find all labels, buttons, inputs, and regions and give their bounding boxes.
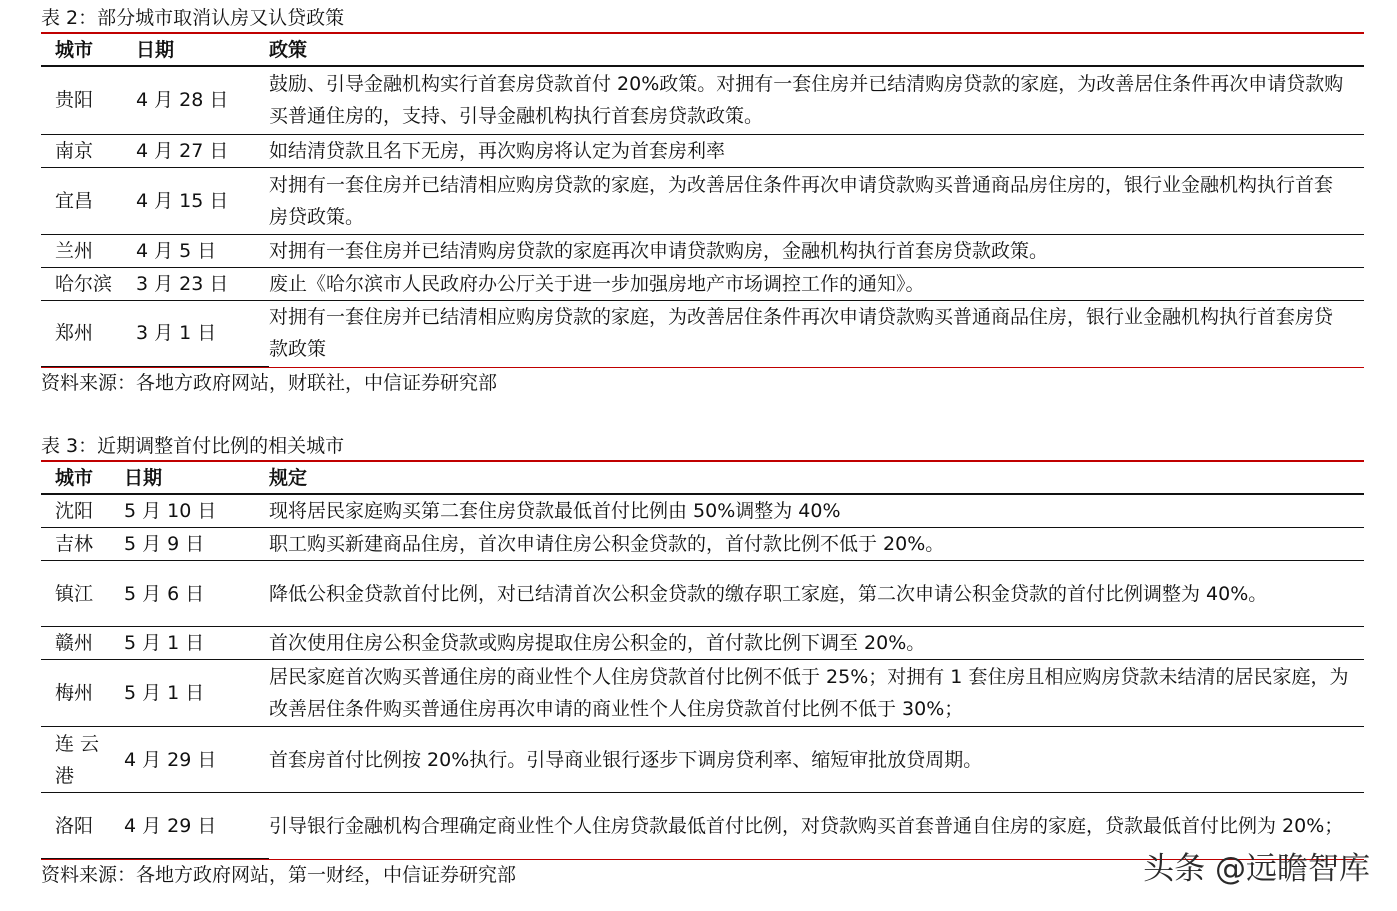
cell-city: 赣州: [41, 627, 124, 660]
table-2-block: [41, 4, 1364, 398]
cell-date: 3 月 1 日: [136, 300, 269, 366]
table-row: [41, 727, 1364, 793]
cell-rule: 降低公积金贷款首付比例，对已结清首次公积金贷款的缴存职工家庭，第二次申请公积金贷款的首付比例调整为 40%。: [269, 561, 1364, 627]
cell-city: 洛阳: [41, 793, 124, 859]
cell-date: 5 月 1 日: [124, 627, 269, 660]
table-row: [41, 627, 1364, 660]
cell-city: 沈阳: [41, 494, 124, 528]
table-3-header-row: [41, 462, 1364, 494]
cell-city: 梅州: [41, 660, 124, 727]
column-header-city: 城市: [41, 462, 124, 494]
table-row: [41, 134, 1364, 167]
cell-date: 4 月 28 日: [136, 66, 269, 134]
table-row: [41, 267, 1364, 300]
cell-policy: 对拥有一套住房并已结清相应购房贷款的家庭，为改善居住条件再次申请贷款购买普通商品住房，银行业金融机构执行首套房贷款政策: [269, 306, 1334, 361]
cell-city: 镇江: [41, 561, 124, 627]
cell-city: 宜昌: [41, 167, 136, 234]
cell-date: 4 月 5 日: [136, 234, 269, 267]
table-3-caption: 表 3：近期调整首付比例的相关城市: [41, 435, 345, 457]
table-2: [41, 34, 1364, 367]
table-row: [41, 561, 1364, 627]
table-row: [41, 234, 1364, 267]
table-row: [41, 660, 1364, 727]
cell-rule: 现将居民家庭购买第二套住房贷款最低首付比例由 50%调整为 40%: [269, 494, 1364, 528]
column-header-policy: 政策: [269, 34, 1364, 66]
cell-city: 兰州: [41, 234, 136, 267]
table-2-header-row: [41, 34, 1364, 66]
table-row: [41, 167, 1364, 234]
cell-policy: 废止《哈尔滨市人民政府办公厅关于进一步加强房地产市场调控工作的通知》。: [269, 267, 1364, 300]
cell-date: 4 月 15 日: [136, 167, 269, 234]
table-row: [41, 66, 1364, 134]
cell-date: 3 月 23 日: [136, 267, 269, 300]
cell-date: 5 月 9 日: [124, 528, 269, 561]
cell-city: 连 云 港: [41, 727, 124, 793]
cell-rule: 居民家庭首次购买普通住房的商业性个人住房贷款首付比例不低于 25%；对拥有 1 套住房且相应购房贷款未结清的居民家庭，为改善居住条件购买普通住房再次申请的商业性个人住房贷款首付比例不低于 30%；: [269, 660, 1364, 727]
table-2-caption: 表 2：部分城市取消认房又认贷政策: [41, 7, 345, 29]
column-header-rule: 规定: [269, 462, 1364, 494]
table-row: [41, 494, 1364, 528]
column-header-city: 城市: [41, 34, 136, 66]
table-3: [41, 462, 1364, 859]
table-row: [41, 528, 1364, 561]
cell-rule: 首套房首付比例按 20%执行。引导商业银行逐步下调房贷利率、缩短审批放贷周期。: [269, 727, 1364, 793]
cell-rule: 职工购买新建商品住房，首次申请住房公积金贷款的，首付款比例不低于 20%。: [269, 528, 1364, 561]
cell-rule: 首次使用住房公积金贷款或购房提取住房公积金的，首付款比例下调至 20%。: [269, 627, 1364, 660]
table-2-source: 资料来源：各地方政府网站，财联社，中信证券研究部: [41, 371, 498, 394]
cell-policy: 对拥有一套住房并已结清购房贷款的家庭再次申请贷款购房，金融机构执行首套房贷款政策。: [269, 234, 1364, 267]
cell-policy: 鼓励、引导金融机构实行首套房贷款首付 20%政策。对拥有一套住房并已结清购房贷款的家庭，为改善居住条件再次申请贷款购买普通住房的，支持、引导金融机构执行首套房贷款政策。: [269, 66, 1364, 134]
column-header-date: 日期: [136, 34, 269, 66]
cell-city: 贵阳: [41, 66, 136, 134]
table-3-block: [41, 432, 1364, 890]
cell-city: 郑州: [41, 300, 136, 366]
cell-date: 5 月 6 日: [124, 561, 269, 627]
table-row: [41, 300, 1364, 366]
cell-city: 哈尔滨: [41, 267, 136, 300]
cell-date: 5 月 1 日: [124, 660, 269, 727]
cell-policy: 如结清贷款且名下无房，再次购房将认定为首套房利率: [269, 134, 1364, 167]
cell-city: 南京: [41, 134, 136, 167]
cell-policy: 对拥有一套住房并已结清相应购房贷款的家庭，为改善居住条件再次申请贷款购买普通商品房住房的，银行业金融机构执行首套房贷政策。: [269, 167, 1364, 234]
cell-date: 4 月 29 日: [124, 727, 269, 793]
column-header-date: 日期: [124, 462, 269, 494]
cell-date: 4 月 29 日: [124, 793, 269, 859]
watermark: 头条 @远瞻智库: [1143, 851, 1370, 887]
table-3-source: 资料来源：各地方政府网站，第一财经，中信证券研究部: [41, 864, 517, 886]
cell-rule: 引导银行金融机构合理确定商业性个人住房贷款最低首付比例，对贷款购买首套普通自住房的家庭，贷款最低首付比例为 20%；: [269, 814, 1344, 837]
cell-date: 4 月 27 日: [136, 134, 269, 167]
cell-city: 吉林: [41, 528, 124, 561]
cell-date: 5 月 10 日: [124, 494, 269, 528]
